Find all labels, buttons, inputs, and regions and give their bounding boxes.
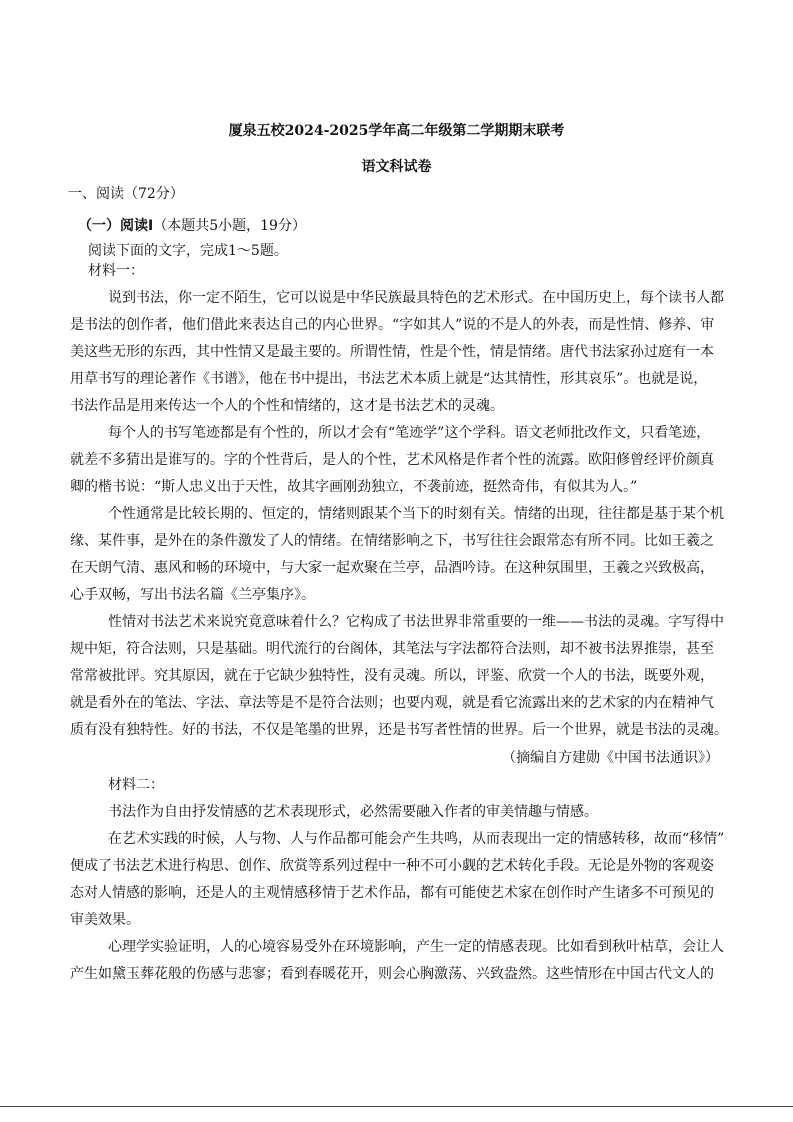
paragraph-line: 每个人的书写笔迹都是有个性的，所以才会有“笔迹学”这个学科。语文老师批改作文，只看笔迹， [108,425,711,441]
paragraph-line: 卿的楷书说：“斯人忠义出于天性，故其字画刚劲独立，不袭前迹，挺然奇伟，有似其为人。” [70,479,638,495]
paragraph-line: 心理学实验证明，人的心境容易受外在环境影响，产生一定的情感表现。比如看到秋叶枯草，会让人 [108,939,724,955]
reading-instruction: 阅读下面的文字，完成1～5题。 [88,243,288,259]
paragraph-line: 就差不多猜出是谁写的。字的个性背后，是人的个性，艺术风格是作者个性的流露。欧阳修曾经评价颜真 [70,452,714,468]
paragraph-line: 常常被批评。究其原因，就在于它缺少独特性，没有灵魂。所以，评鉴、欣赏一个人的书法，既要外观， [70,668,714,684]
paragraph-line: 性情对书法艺术来说究竟意味着什么？它构成了书法世界非常重要的一维——书法的灵魂。字写得中 [108,614,724,630]
paragraph-line: 缘、某件事，是外在的条件激发了人的情绪。在情绪影响之下，书写往往会跟常态有所不同。比如王羲之 [70,533,714,549]
paragraph-line: 美这些无形的东西，其中性情又是最主要的。所谓性情，性是个性，情是情绪。唐代书法家孙过庭有一本 [70,344,714,360]
paragraph-line: 审美效果。 [70,912,140,928]
material-1-label: 材料一： [88,263,144,279]
paragraph-line: 态对人情感的影响，还是人的主观情感移情于艺术作品，都有可能使艺术家在创作时产生诸多不可预见的 [70,885,714,901]
material-1-source: （摘编自方建勋《中国书法通识》） [502,750,719,766]
part-heading [78,216,793,236]
paragraph-line: 产生如黛玉葬花般的伤感与悲寥；看到春暖花开，则会心胸激荡、兴致盎然。这些情形在中国古代文人的 [70,966,714,982]
paragraph-line: 在天朗气清、惠风和畅的环境中，与大家一起欢聚在兰亭，品酒吟诗。在这种氛围里，王羲之兴致极高， [70,560,714,576]
paragraph-line: 规中矩，符合法则，只是基础。明代流行的台阁体，其笔法与字法都符合法则，却不被书法界推崇，甚至 [70,641,714,657]
exam-subtitle: 语文科试卷 [361,159,432,175]
paragraph-line: 书法作品是用来传达一个人的个性和情绪的，这才是书法艺术的灵魂。 [70,398,504,414]
part-note: （本题共5小题，19分） [153,218,306,234]
page-bottom-rule [0,1106,793,1107]
paragraph-line: 心手双畅，写出书法名篇《兰亭集序》。 [70,587,315,603]
section-heading: 一、阅读（72分） [68,186,184,202]
paragraph-line: 是书法的创作者，他们借此来表达自己的内心世界。“字如其人”说的不是人的外表，而是性情、修养、审 [70,317,715,333]
paragraph-line: 在艺术实践的时候，人与物、人与作品都可能会产生共鸣，从而表现出一定的情感转移，故而“移情” [108,831,725,847]
exam-title: 厦泉五校2024-2025学年高二年级第二学期期末联考 [228,123,565,139]
paragraph-line: 质有没有独特性。好的书法，不仅是笔墨的世界，还是书写者性情的世界。后一个世界，就是书法的灵魂。 [70,722,728,738]
paragraph-line: 个性通常是比较长期的、恒定的，情绪则跟某个当下的时刻有关。情绪的出现，往往都是基于某个机 [108,506,724,522]
paragraph-line: 用草书写的理论著作《书谱》，他在书中提出，书法艺术本质上就是“达其情性，形其哀乐”。也就是说， [70,371,708,387]
paragraph-line: 说到书法，你一定不陌生，它可以说是中华民族最具特色的艺术形式。在中国历史上，每个读书人都 [108,290,724,306]
paragraph-line: 便成了书法艺术进行构思、创作、欣赏等系列过程中一种不可小觑的艺术转化手段。无论是外物的客观姿 [70,858,714,874]
material-2-label: 材料二： [108,777,164,793]
part-label: （一）阅读Ⅰ [78,218,154,234]
paragraph-line: 就是看外在的笔法、字法、章法等是不是符合法则；也要内观，就是看它流露出来的艺术家的内在精神气 [70,695,714,711]
paragraph-line: 书法作为自由抒发情感的艺术表现形式，必然需要融入作者的审美情趣与情感。 [108,804,598,820]
